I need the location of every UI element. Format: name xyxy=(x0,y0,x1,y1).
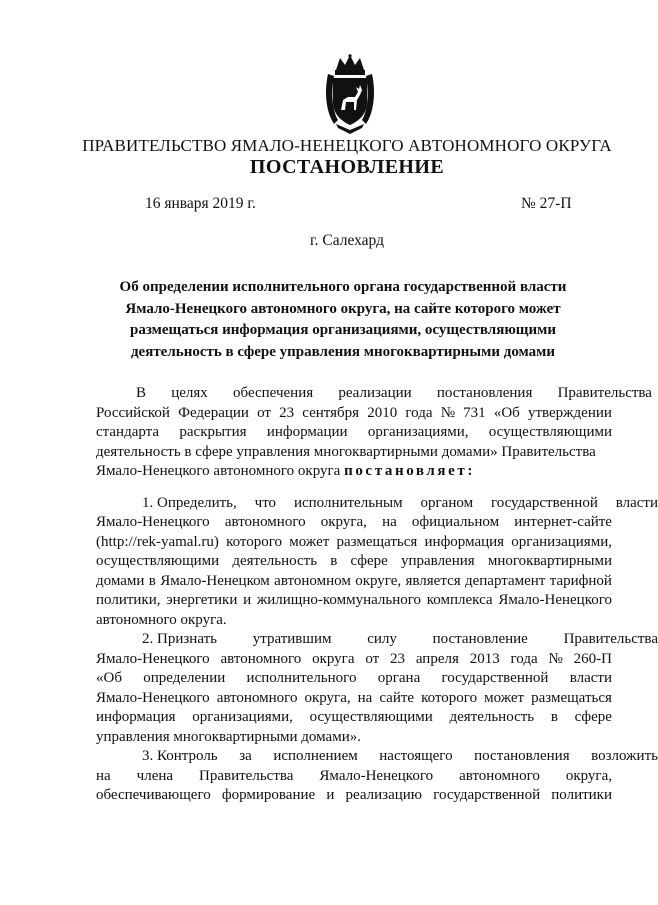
word: на xyxy=(357,689,373,706)
word: реализации xyxy=(338,385,412,401)
word: информация xyxy=(424,533,505,550)
word: Ямало-Ненецкого xyxy=(498,592,612,608)
word: размещаться xyxy=(336,533,418,550)
word: стандарта xyxy=(96,424,160,440)
heading-line: Об определении исполнительного органа государственной власти xyxy=(119,279,567,295)
word: настоящего xyxy=(379,748,453,764)
word: округе, xyxy=(355,572,402,589)
word: органа xyxy=(377,670,421,686)
text-line: деятельность в сфере управления многоквартирными домами» Правительства xyxy=(96,443,596,460)
word: № xyxy=(548,650,563,667)
resolution-keyword: постановляет: xyxy=(344,463,475,479)
word: может xyxy=(289,533,330,550)
word: что xyxy=(254,494,277,511)
word: определении xyxy=(143,670,226,686)
word: которого xyxy=(421,689,478,706)
word: 2010 xyxy=(367,404,398,421)
text-line xyxy=(96,650,612,670)
word: государственной xyxy=(490,494,598,511)
text-line xyxy=(96,572,612,592)
word: деятельность xyxy=(232,553,318,569)
word: является xyxy=(405,572,461,589)
word: «Об xyxy=(96,670,122,686)
word: реализацию xyxy=(345,787,423,803)
word: постановления xyxy=(474,748,570,764)
word: власти xyxy=(569,670,612,686)
word: «Об xyxy=(493,404,520,421)
word: органом xyxy=(420,494,474,511)
word: постановление xyxy=(432,631,528,647)
word: от xyxy=(257,404,271,421)
word: постановления xyxy=(436,385,533,401)
word: информации xyxy=(266,424,348,440)
word: округа, xyxy=(320,514,367,530)
word: (http://rek-yamal.ru) xyxy=(96,533,219,550)
text-line xyxy=(96,747,658,767)
word: 1. Определить, xyxy=(142,494,237,511)
word: организациями, xyxy=(192,709,293,725)
text-line xyxy=(96,591,612,611)
word: исполнением xyxy=(273,748,358,764)
word: члена xyxy=(136,767,174,784)
word: Правительства xyxy=(563,631,658,647)
text-line: управления многоквартирными домами». xyxy=(96,728,361,745)
word: автономного xyxy=(216,689,298,706)
word: 23 xyxy=(279,404,295,421)
word: жилищно-коммунального xyxy=(256,592,422,608)
word: 2013 xyxy=(469,650,500,667)
word: утверждении xyxy=(527,404,612,421)
word: Ямало-Ненецкого xyxy=(96,689,210,706)
word: на xyxy=(96,767,111,784)
word: осуществляющими xyxy=(309,709,433,725)
word: 3. Контроль xyxy=(142,748,218,764)
heading-line: Ямало-Ненецкого автономного округа, на сайте которого может xyxy=(125,300,561,317)
word: многоквартирными xyxy=(487,553,612,569)
text-line xyxy=(96,404,612,424)
word: года xyxy=(510,650,538,667)
word: на xyxy=(382,514,397,530)
word: осуществляющими xyxy=(488,424,612,440)
text-line: автономного округа. xyxy=(96,611,227,628)
word: 23 xyxy=(390,650,406,667)
word: исполнительного xyxy=(246,670,357,686)
word: 260-П xyxy=(573,650,612,667)
word: сфере xyxy=(350,553,388,569)
word: целях xyxy=(171,385,208,401)
word: организациями, xyxy=(511,533,612,550)
word: округа xyxy=(312,650,355,667)
preamble-paragraph xyxy=(96,384,652,482)
paragraph-gap xyxy=(96,482,612,494)
word: политики, xyxy=(96,592,161,608)
word: управления xyxy=(401,553,475,569)
word: Федерации xyxy=(178,404,249,421)
word: домами xyxy=(96,572,145,589)
text-line xyxy=(96,384,652,404)
word: № xyxy=(440,404,456,421)
document-heading xyxy=(95,277,591,363)
word: энергетики xyxy=(166,592,238,608)
word: года xyxy=(405,404,433,421)
text-line xyxy=(96,786,612,806)
word: формирование xyxy=(221,787,316,803)
document-type-title: ПОСТАНОВЛЕНИЕ xyxy=(249,156,445,178)
word: может xyxy=(484,689,525,706)
word: Российской xyxy=(96,404,170,421)
word: власти xyxy=(615,494,658,511)
word: силу xyxy=(367,631,397,647)
document-date: 16 января 2019 г. xyxy=(145,195,256,212)
word: Ямало-Ненецкого xyxy=(96,650,210,667)
word: от xyxy=(365,650,380,667)
text-line xyxy=(96,767,612,787)
word: и xyxy=(243,592,252,608)
word: Ямало-Ненецкого xyxy=(96,514,210,530)
word: интернет-сайте xyxy=(514,514,612,530)
text-line xyxy=(96,630,658,650)
word: раскрытия xyxy=(179,424,247,440)
word: комплекса xyxy=(426,592,493,608)
document-number: № 27-П xyxy=(521,195,572,212)
text-line xyxy=(96,689,612,709)
text-fragment: Ямало-Ненецкого автономного округа xyxy=(96,463,345,479)
word: в xyxy=(330,553,338,569)
word: округа, xyxy=(565,767,612,784)
word: политики xyxy=(551,787,612,803)
government-title: ПРАВИТЕЛЬСТВО ЯМАЛО-НЕНЕЦКОГО АВТОНОМНОГО ОКРУГА xyxy=(82,136,612,155)
word: сайте xyxy=(379,689,415,706)
word: которого xyxy=(226,533,283,550)
coat-of-arms-icon xyxy=(322,54,378,134)
item-1-paragraph xyxy=(96,494,658,631)
word: Ямало-Ненецкого xyxy=(319,767,434,784)
item-3-paragraph xyxy=(96,747,658,806)
text-line xyxy=(96,708,612,728)
document-body xyxy=(96,384,658,806)
word: Ямало-Ненецком xyxy=(160,572,270,589)
document-city: г. Салехард xyxy=(310,232,384,249)
word: обеспечивающего xyxy=(96,787,211,803)
heading-line: деятельность в сфере управления многоквартирными домами xyxy=(130,343,556,360)
word: автономного xyxy=(224,514,306,530)
word: утратившим xyxy=(252,631,332,647)
word: 731 xyxy=(463,404,486,421)
word: Правительства xyxy=(199,767,294,784)
word: в xyxy=(148,572,156,589)
word: сфере xyxy=(574,709,612,725)
word: осуществляющими xyxy=(96,553,220,569)
word: обеспечения xyxy=(233,385,314,401)
text-line xyxy=(96,423,612,443)
word: Правительства xyxy=(557,385,652,401)
word: и xyxy=(326,787,335,803)
word: 2. Признать xyxy=(142,631,217,647)
word: деятельность xyxy=(449,709,535,725)
word: автономного xyxy=(459,767,540,784)
word: автономного xyxy=(220,650,302,667)
text-line xyxy=(96,552,612,572)
word: информация xyxy=(96,709,176,725)
text-line xyxy=(96,462,612,482)
word: государственной xyxy=(433,787,541,803)
word: тарифной xyxy=(549,572,612,589)
word: организациями, xyxy=(367,424,469,440)
word: сентября xyxy=(302,404,360,421)
word: автономном xyxy=(274,572,351,589)
text-line xyxy=(96,533,612,553)
item-2-paragraph xyxy=(96,630,658,747)
word: официальном xyxy=(411,514,500,530)
text-line xyxy=(96,669,612,689)
text-line xyxy=(96,513,612,533)
word: исполнительным xyxy=(293,494,403,511)
word: В xyxy=(136,385,147,401)
heading-line: размещаться информация организациями, осуществляющими xyxy=(130,322,556,338)
word: в xyxy=(550,709,558,725)
word: государственной xyxy=(441,670,549,686)
text-line xyxy=(96,494,658,514)
word: возложить xyxy=(591,748,658,764)
word: апреля xyxy=(415,650,459,667)
word: за xyxy=(239,748,252,764)
word: департамент xyxy=(464,572,546,589)
word: размещаться xyxy=(531,689,612,706)
word: округа, xyxy=(304,689,351,706)
